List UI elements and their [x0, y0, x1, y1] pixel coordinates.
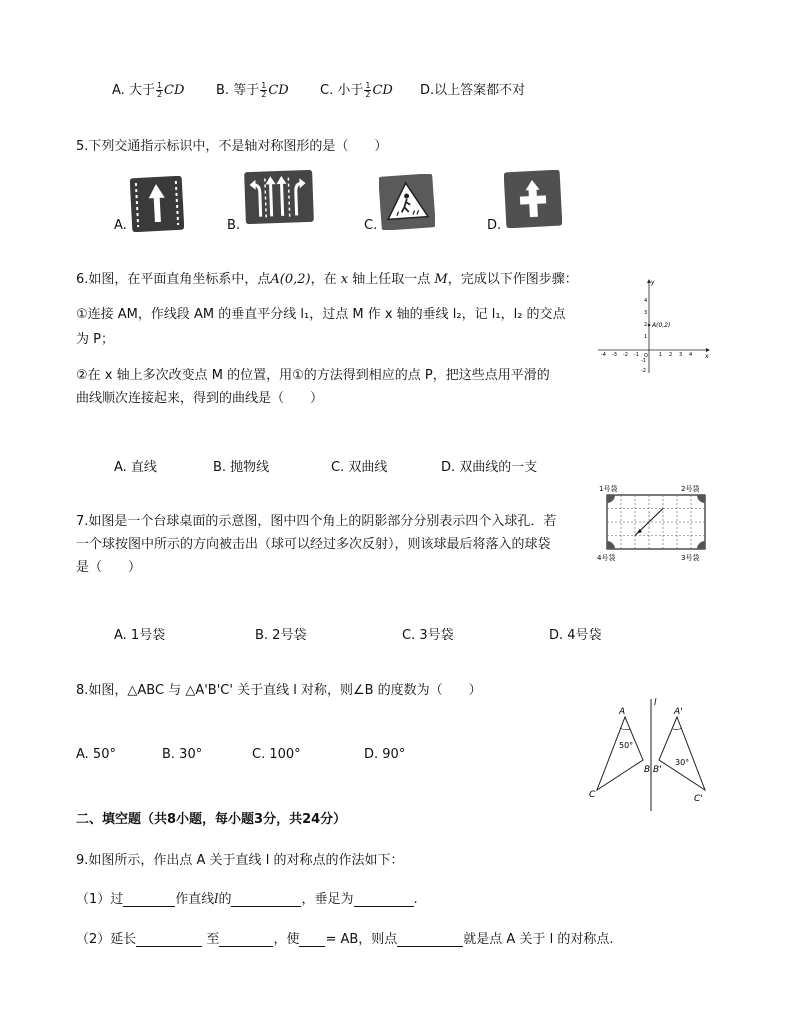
q8-option-c: C. 100° — [252, 747, 301, 762]
q6-line-5: 曲线顺次连接起来，得到的曲线是（ ） — [76, 391, 324, 406]
pocket-label-1: 1号袋 — [599, 485, 618, 493]
q4-option-d: D.以上答案都不对 — [420, 83, 526, 98]
y-tick: -1 — [641, 358, 646, 364]
q9-step-2: （2）延长 至 ，使 = AB，则点 就是点 A 关于 l 的对称点. — [76, 932, 614, 947]
cross-sign-icon — [504, 170, 562, 228]
q5-label-d: D. — [487, 218, 502, 233]
triangle-abc — [597, 717, 643, 790]
blank-field[interactable] — [231, 892, 301, 907]
x-tick: 2 — [669, 352, 673, 358]
y-tick: 3 — [644, 310, 648, 316]
q6-line-1: 6.如图，在平面直角坐标系中，点A(0,2)，在 x 轴上任取一点 M，完成以下作图步骤： — [76, 272, 578, 287]
q4-option-c: C. 小于 $\frac{1}{2}$ CD — [320, 81, 393, 99]
x-tick: 3 — [679, 352, 683, 358]
q6-option-d: D. 双曲线的一支 — [441, 460, 538, 475]
blank-field[interactable] — [219, 932, 273, 947]
pocket-label-4: 4号袋 — [597, 554, 616, 562]
x-axis-label: x — [705, 353, 709, 360]
y-tick-labels — [641, 298, 647, 374]
blank-field[interactable] — [299, 932, 325, 947]
q8-stem: 8.如图，△ABC 与 △A'B'C' 关于直线 l 对称，则∠B 的度数为（ ） — [76, 683, 482, 698]
blank-field[interactable] — [397, 932, 463, 947]
q7-line-3: 是（ ） — [76, 560, 142, 575]
straight-arrow-sign-icon — [130, 176, 184, 232]
vertex-b-prime: B' — [653, 765, 662, 775]
lane-arrows-sign-icon — [244, 170, 314, 224]
x-tick: 1 — [659, 352, 663, 358]
section-2-heading: 二、填空题（共8小题，每小题3分，共24分） — [76, 812, 347, 827]
q5-stem: 5.下列交通指示标识中，不是轴对称图形的是（ ） — [76, 139, 388, 154]
q6-line-3: 为 P； — [76, 332, 114, 347]
q7-line-2: 一个球按图中所示的方向被击出（球可以经过多次反射），则该球最后将落入的球袋 — [76, 537, 551, 552]
x-tick: -1 — [634, 352, 639, 358]
y-tick: 1 — [644, 334, 648, 340]
triangle-a2b2c2 — [659, 717, 705, 790]
x-tick: -4 — [601, 352, 606, 358]
q6-option-a: A. 直线 — [114, 460, 157, 475]
x-tick: -2 — [623, 352, 628, 358]
q4-option-b: B. 等于 $\frac{1}{2}$ CD — [216, 81, 289, 99]
y-tick: 2 — [644, 322, 648, 328]
q8-option-a: A. 50° — [76, 747, 116, 762]
vertex-b: B — [644, 765, 651, 775]
coordinate-graph — [596, 275, 712, 377]
q5-label-c: C. — [364, 218, 378, 233]
x-tick: 4 — [689, 352, 693, 358]
blank-field[interactable] — [136, 932, 202, 947]
point-a-label: A(0,2) — [652, 322, 671, 329]
q9-stem: 9.如图所示，作出点 A 关于直线 l 的对称点的作法如下： — [76, 853, 404, 868]
q8-option-d: D. 90° — [364, 747, 406, 762]
angle-a-label: 50° — [619, 741, 634, 750]
q4-option-a: A. 大于 $\frac{1}{2}$ CD — [112, 81, 185, 99]
pocket-label-2: 2号袋 — [681, 485, 700, 493]
pedestrian-crossing-sign-icon — [379, 174, 435, 230]
q7-option-c: C. 3号袋 — [402, 628, 454, 643]
q6-line-4: ②在 x 轴上多次改变点 M 的位置，用①的方法得到相应的点 P，把这些点用平滑的 — [76, 368, 550, 383]
q5-label-a: A. — [114, 218, 127, 233]
line-l-label: l — [654, 698, 657, 708]
vertex-a: A — [619, 707, 626, 717]
billiard-table-diagram — [595, 482, 715, 562]
vertex-a-prime: A' — [674, 707, 683, 717]
q8-option-b: B. 30° — [162, 747, 203, 762]
vertex-c-prime: C' — [694, 794, 703, 804]
y-tick: 4 — [644, 298, 648, 304]
q6-option-b: B. 抛物线 — [213, 460, 270, 475]
y-axis-label: y — [651, 279, 655, 286]
angle-a-prime-label: 30° — [675, 758, 690, 767]
blank-field[interactable] — [354, 892, 414, 907]
q7-option-b: B. 2号袋 — [255, 628, 307, 643]
point-a — [648, 324, 651, 327]
q7-line-1: 7.如图是一个台球桌面的示意图，图中四个角上的阴影部分分别表示四个入球孔．若 — [76, 514, 557, 529]
pocket-label-3: 3号袋 — [681, 554, 700, 562]
vertex-c: C — [589, 790, 596, 800]
q9-step-1: （1）过 作直线l的 ，垂足为 . — [76, 892, 418, 907]
origin-label: O — [644, 353, 648, 359]
y-tick: -2 — [641, 368, 646, 374]
x-tick: -3 — [612, 352, 617, 358]
q7-option-a: A. 1号袋 — [114, 628, 166, 643]
q6-line-2: ①连接 AM，作线段 AM 的垂直平分线 l₁，过点 M 作 x 轴的垂线 l₂，记 l₁，l₂ 的交点 — [76, 307, 566, 322]
q6-option-c: C. 双曲线 — [331, 460, 388, 475]
q5-label-b: B. — [227, 218, 241, 233]
q7-option-d: D. 4号袋 — [549, 628, 602, 643]
symmetric-triangles-diagram — [585, 693, 715, 813]
blank-field[interactable] — [123, 892, 175, 907]
